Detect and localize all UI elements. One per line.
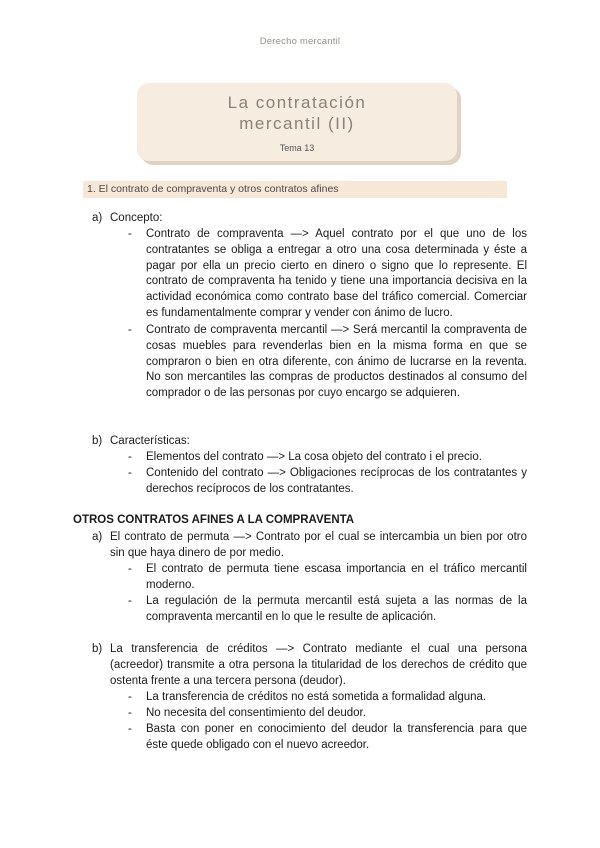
title-box — [137, 83, 457, 161]
list-marker: a) — [92, 531, 103, 543]
section-title: 1. El contrato de compraventa y otros contratos afines — [87, 183, 339, 195]
permuta-bullet-1: El contrato de permuta tiene escasa importancia en el tráfico mercantil moderno. — [146, 563, 527, 591]
dash-marker: - — [128, 324, 132, 336]
caracteristicas-bullet-1: Elementos del contrato —> La cosa objeto del contrato i el precio. — [146, 451, 482, 463]
dash-marker: - — [128, 467, 132, 479]
list-marker: b) — [92, 643, 103, 655]
running-header: Derecho mercantil — [259, 36, 341, 47]
section-heading-bar — [83, 181, 507, 198]
dash-marker: - — [128, 691, 132, 703]
list-marker: b) — [92, 435, 103, 447]
transferencia-bullet-3: Basta con poner en conocimiento del deudor la transferencia para que éste quede obligado con el nuevo acreedor. — [146, 723, 527, 751]
theme-label: Tema 13 — [279, 143, 315, 153]
dash-marker: - — [128, 595, 132, 607]
caracteristicas-bullet-2: Contenido del contrato —> Obligaciones recíprocas de los contratantes y derechos recíprocos de los contratantes. — [146, 467, 527, 495]
permuta-bullet-2: La regulación de la permuta mercantil está sujeta a las normas de la compraventa mercantil en lo que le resulte de aplicación. — [146, 595, 527, 623]
permuta-definition: El contrato de permuta —> Contrato por el cual se intercambia un bien por otro sin que haya dinero de por medio. — [110, 531, 527, 559]
dash-marker: - — [128, 451, 132, 463]
concepto-label: Concepto: — [110, 212, 163, 224]
dash-marker: - — [128, 563, 132, 575]
transferencia-definition: La transferencia de créditos —> Contrato mediante el cual una persona (acreedor) transmite a otra persona la titularidad de los derechos de crédito que ostenta frente a una tercera persona (deudor). — [110, 643, 527, 687]
dash-marker: - — [128, 707, 132, 719]
title-line-1: La contratación — [227, 93, 367, 112]
caracteristicas-label: Características: — [110, 435, 190, 447]
dash-marker: - — [128, 723, 132, 735]
otros-contratos-heading: OTROS CONTRATOS AFINES A LA COMPRAVENTA — [73, 514, 355, 526]
concepto-bullet-1: Contrato de compraventa —> Aquel contrato por el que uno de los contratantes se obliga a entregar a otro una cosa determinada y éste a pagar por ella un precio cierto en dinero o signo que lo represente. El contrato de compraventa ha tenido y tiene una importancia decisiva en la actividad económica como contrato base del tráfico comercial. Comerciar es fundamentalmente comprar y vender con ánimo de lucro. — [146, 228, 527, 319]
dash-marker: - — [128, 228, 132, 240]
concepto-bullet-2: Contrato de compraventa mercantil —> Será mercantil la compraventa de cosas muebles para revenderlas bien en la misma forma en que se compraron o bien en otra diferente, con ánimo de lucrarse en la reventa. No son mercantiles las compras de productos destinados al consumo del comprador o de las personas por cuyo encargo se adquieren. — [146, 324, 527, 400]
transferencia-bullet-2: No necesita del consentimiento del deudor. — [146, 707, 366, 719]
title-line-2: mercantil (II) — [239, 114, 355, 133]
list-marker: a) — [92, 212, 103, 224]
transferencia-bullet-1: La transferencia de créditos no está sometida a formalidad alguna. — [146, 691, 487, 703]
